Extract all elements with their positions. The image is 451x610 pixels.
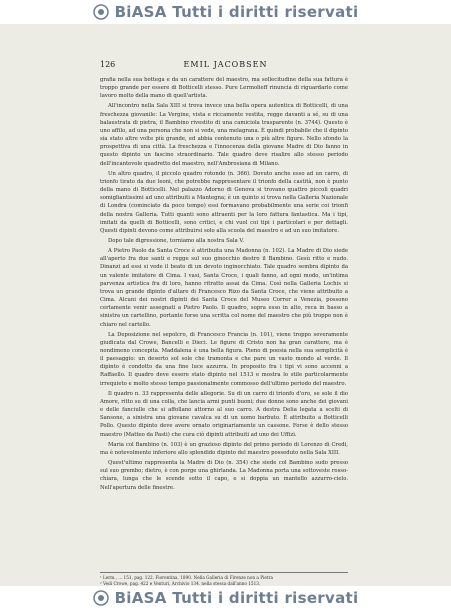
watermark-top-bar (0, 0, 451, 24)
paragraph: Quest'ultimo rappresenta la Madre di Dio (n. 354) che siede col Bambino sudo presso sul suo grembo; dietro, è con porge una ghirlanda. La Madonna porta una sottoveste rosso-chiara, lunga che le scende sotto il capo, e si doppia un mantello azzurro-cielo. Nell'apertura delle finestre. (100, 460, 348, 491)
footnote: ¹ Lerm., ... 151, pag. 122. Fiorentina, 1890. Nella Galleria di Firenze non a Pietra (100, 575, 274, 580)
watermark-text: BiASA Tutti i diritti riservati (114, 589, 359, 607)
paragraph: grafia nella sua bottega e da un carattere del maestro, ma sollecitudine della sua fattura è troppo grande per essere di Botticelli stesso. Pure Lermolieff rinuncia di riguardarlo come lavoro molto della mano di quell'artista. (100, 77, 348, 100)
paragraph: Dopo tale digressione, torniamo alla nostra Sala V. (108, 237, 244, 244)
watermark-logo (93, 589, 359, 607)
paragraph: Il quadro n. 33 rappresenta delle allegorie. Su di un carro di trionfo d'oro, se sole il dio Amore, ritto su di una colla, che lancia armi punti buoni; due donne sono anche dei giovani e delle fanciulle che si affollano attorno al suo carro. A destra Delia legata a scelti di Sansone, a sinistra una giovane cavalca su di un uomo barbuto. È attribuito a Botticelli Pollo. Questo dipinto deve avere ornato originariamente un cassone. Forse è dello stesso maestro (Matteo da Pasti) che cura ciò dipinti attribuiti ad uno dei Uffizi. (100, 390, 348, 438)
watermark-text: BiASA Tutti i diritti riservati (114, 3, 359, 21)
paragraph: All'incontro nella Sala XIII si trova invece una bella opera autentica di Botticelli, di una freschezza giovanile: La Vergine, vista e riccamente vestita, regge davanti a sé, su di una balaustrata di pietra, il Bambino rivestito di una camiciola trasparente (n. 3744). Questo è uno affilo, ad una persona che non si vede, una melagrana. È quindi probabile che il dipinto sia stato altre volte più grande, ed abbia contenuto una o più altre figure. Nello sfondo la prospettiva di una città. La freschezza e l'innocenza della giovane Madre di Dio fanno in questo dipinto un fascino straordinario. Tale quadro deve risalire allo stesso periodo dell'incantevole quadretto del maestro, nell'Ambrosiana di Milano. (100, 103, 348, 167)
running-author: EMIL JACOBSEN (183, 60, 268, 69)
paragraph: La Deposizione nel sepolcro, di Francesco Francia (n. 101), viene troppo severamente giudicata dal Crowe, Bancelli e Dieci. Le figure di Cristo non ha gran carattere, ma è nondimeno concepita. Maddalena è una bella figura. Pieno di poesia nella sua semplicità è il paesaggio: un deserto sol sole che tramonta e che pare un vasto mondo al verde. Il dipinto è condotto da una fine luce azzurra. In proposito fra i tipi vi sono accenni a Raffaello. Il quadro deve essere stato dipinto nel 1513 e mostra lo stile particolarmente irrequieto e molto stesso tempo passionalmente commosso dell'ultimo periodo del maestro. (100, 331, 348, 387)
library-seal-icon (93, 590, 109, 606)
library-seal-icon (93, 4, 109, 20)
page-number: 126 (100, 60, 116, 69)
body-text (100, 76, 348, 586)
footnotes (100, 572, 348, 586)
footnote: ² Vedi Crowe, pag. 422 e Venturi, Archivio 134. nella stessa dall'anno 1513. (100, 581, 261, 586)
watermark-logo (93, 3, 359, 21)
paragraph: Un altro quadro, il piccolo quadro rotondo (n. 366). Dovuto anche esso ad un carro, di trionfo tirato da due leoni, che potrebbe rappresentare il trionfo della castità, non è punto della mano di Botticelli. Nel palazzo Adorno di Genova si trovano quattro piccoli quadri somigliantissimi ad uno attribuiti a Mantegna; è un quinto si trova nella Galleria Nazionale di Londra (cominciato da poco tempo) essi formavano probabilmente una serie coi trionfi della nostra Galleria. Tutti quanti sono attraenti per la loro fattura fantastica. Ma i tipi, imitati da quelli di Botticelli, sono critici, e chi vuol coi tipi i particolari e per dettagli. Questi dipinti devono come attribuirsi solo alla scuola del maestro e ad un suo imitatore. (100, 170, 348, 234)
watermark-bottom-bar (0, 586, 451, 610)
running-header (0, 60, 451, 72)
paragraph: A Pietro Paolo da Santa Croce è attribuita una Madonna (n. 102). La Madre di Dio siede all'aperto fra due santi e regge sul suo ginocchio destro il Bambino. Gesù ritto e nudo. Dinanzi ad essi si vede il beato di un devoto inginocchiato. Tale quadro sembra dipinto da un valente imitatore di Cima. I vasi, Santa Croce, i quali fanno, ad ogni modo, un'intima parvenza artistica fra di loro, hanno ritratto assai da Cima. Così nella Galleria Lochis si trova un grande dipinto d'altare di Francesco Rizo da Santa Croce, che viene attribuito a Cima. Alcuni dei nostri dipinti dei Santa Croce del Museo Correr a Venezia, possono certamente venir assegnati a Pietro Paolo. Il quadro, sopra esso in alto, reca in basso a sinistra un cartellino, portante forse una scritta col nome del maestro che più troppo non è chiaro nel cartello. (100, 248, 348, 328)
scanned-page (0, 24, 451, 586)
paragraph: Maria col Bambino (n. 103) è un grazioso dipinto del primo periodo di Lorenzo di Credi, ma è notevolmente inferiore allo splendido dipinto del maestro posseduto nella Sala XIII. (100, 441, 348, 456)
